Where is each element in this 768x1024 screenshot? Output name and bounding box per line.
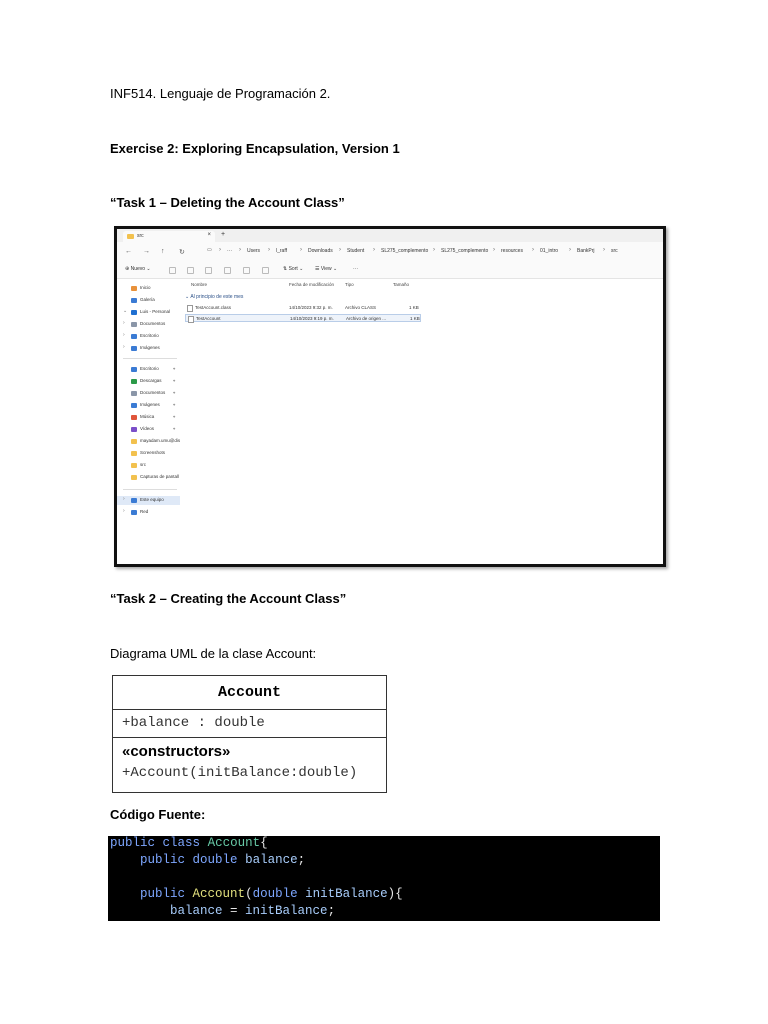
breadcrumb-item[interactable]: resources	[501, 248, 523, 254]
file-row[interactable]	[185, 304, 421, 312]
keyword: public	[110, 836, 156, 850]
chevron-right-icon[interactable]: ›	[123, 320, 125, 326]
breadcrumb-item[interactable]: src	[611, 248, 618, 254]
uml-class-diagram	[112, 675, 387, 793]
folder-icon	[131, 439, 137, 444]
nav-item-label: Imágenes	[140, 345, 160, 350]
paren: (	[245, 887, 253, 901]
nav-item-label: Capturas de pantall	[140, 474, 180, 479]
uml-operations-section	[113, 737, 386, 792]
nav-item[interactable]	[117, 332, 180, 341]
sort-button[interactable]: ⇅ Sort ⌄	[283, 266, 304, 272]
brace: {	[260, 836, 268, 850]
folder-icon	[131, 310, 137, 315]
pin-icon: ⌖	[173, 390, 176, 395]
chevron-right-icon[interactable]: ›	[123, 496, 125, 502]
nav-item-label: Documentos	[140, 321, 166, 326]
course-line: INF514. Lenguaje de Programación 2.	[110, 86, 331, 101]
folder-icon	[131, 334, 137, 339]
nav-item[interactable]	[117, 365, 180, 374]
type: double	[252, 887, 298, 901]
folder-icon	[131, 510, 137, 515]
breadcrumb-more[interactable]: ···	[227, 248, 232, 254]
nav-item[interactable]	[117, 425, 180, 434]
nav-item-label: Inicio	[140, 285, 151, 290]
nav-item[interactable]	[117, 377, 180, 386]
explorer-tab[interactable]	[123, 231, 215, 242]
chevron-right-icon[interactable]: ›	[123, 332, 125, 338]
breadcrumb-separator: ›	[433, 247, 435, 253]
paren-brace: ){	[387, 887, 403, 901]
file-name: TestAccount	[196, 316, 221, 321]
breadcrumb-item[interactable]: BankPrj	[577, 248, 595, 254]
file-name: TestAccount.class	[195, 305, 232, 310]
pin-icon: ⌖	[173, 366, 176, 371]
nav-item-label: Música	[140, 414, 155, 419]
new-label: Nuevo	[130, 266, 146, 272]
uml-class-name: Account	[217, 684, 281, 701]
nav-item[interactable]	[117, 308, 180, 317]
file-type: Archivo de origen ...	[346, 316, 387, 321]
folder-icon	[131, 391, 137, 396]
folder-icon	[131, 322, 137, 327]
column-header-date[interactable]: Fecha de modificación	[289, 282, 335, 287]
breadcrumb-item[interactable]: SL275_complemento	[381, 248, 429, 254]
nav-item[interactable]	[117, 496, 180, 505]
pin-icon: ⌖	[173, 414, 176, 419]
task1-heading: “Task 1 – Deleting the Account Class”	[110, 195, 345, 210]
group-label: Al principio de este mes	[190, 294, 244, 300]
paste-icon[interactable]	[205, 267, 212, 274]
code-line-1	[110, 836, 268, 850]
forward-icon[interactable]: →	[143, 248, 150, 255]
keyword: public	[140, 853, 186, 867]
folder-icon	[131, 286, 137, 291]
folder-icon	[131, 475, 137, 480]
folder-icon	[131, 451, 137, 456]
file-date: 14/10/2023 9:19 p. m.	[290, 316, 334, 321]
nav-item[interactable]	[117, 320, 180, 329]
column-header-size[interactable]: Tamaño	[393, 282, 410, 287]
chevron-down-icon[interactable]: ⌄	[123, 308, 128, 314]
nav-item-label: Imágenes	[140, 402, 160, 407]
semicolon: ;	[327, 904, 336, 918]
uml-caption: Diagrama UML de la clase Account:	[110, 646, 317, 661]
nav-item-label: Luis - Personal	[140, 309, 171, 314]
uml-attribute: +balance : double	[122, 715, 265, 731]
explorer-titlebar	[117, 229, 663, 242]
nav-item-label: Vídeos	[140, 426, 155, 431]
code-line-4	[110, 904, 335, 918]
breadcrumb-item[interactable]: Student	[347, 248, 365, 254]
back-icon[interactable]: ←	[125, 248, 132, 255]
variable: initBalance	[245, 904, 328, 918]
source-code-block	[108, 836, 660, 921]
nav-item[interactable]	[117, 461, 180, 470]
file-icon	[187, 305, 193, 312]
keyword: class	[162, 836, 201, 850]
nav-item-label: Galería	[140, 297, 155, 302]
view-button[interactable]: ☰ View ⌄	[315, 266, 338, 272]
uml-constructor: +Account(initBalance:double)	[122, 765, 358, 781]
folder-icon	[131, 463, 137, 468]
file-icon	[188, 316, 194, 323]
folder-icon	[131, 298, 137, 303]
nav-item[interactable]	[117, 413, 180, 422]
folder-icon	[131, 367, 137, 372]
column-header-type[interactable]: Tipo	[345, 282, 354, 287]
address-bar-row	[117, 242, 663, 263]
breadcrumb-separator: ›	[239, 247, 241, 253]
nav-item[interactable]	[117, 473, 180, 482]
monitor-icon: ▭	[207, 247, 212, 253]
navigation-pane	[117, 279, 180, 564]
chevron-right-icon[interactable]: ›	[123, 344, 125, 350]
code-line-2	[110, 853, 305, 867]
task2-heading: “Task 2 – Creating the Account Class”	[110, 591, 347, 606]
chevron-right-icon[interactable]: ›	[123, 508, 125, 514]
keyword: public	[140, 887, 186, 901]
rename-icon[interactable]	[224, 267, 231, 274]
folder-icon	[131, 346, 137, 351]
nav-item-label: Este equipo	[140, 497, 164, 502]
nav-item-label: Screenshots	[140, 450, 166, 455]
address-breadcrumb[interactable]	[207, 247, 657, 257]
nav-divider	[123, 489, 177, 490]
breadcrumb-item[interactable]: l_raff	[276, 248, 288, 254]
breadcrumb-separator: ›	[268, 247, 270, 253]
sort-label: Sort	[288, 266, 298, 272]
up-icon[interactable]: ↑	[161, 248, 165, 255]
parameter: initBalance	[305, 887, 388, 901]
refresh-icon[interactable]: ↻	[179, 249, 185, 256]
code-line-3	[110, 887, 403, 901]
nav-item[interactable]	[117, 344, 180, 353]
uml-stereotype: «constructors»	[122, 743, 231, 760]
folder-icon	[131, 379, 137, 384]
nav-divider	[123, 358, 177, 359]
breadcrumb-separator: ›	[532, 247, 534, 253]
uml-attributes-section	[113, 709, 386, 738]
breadcrumb-item[interactable]: 01_intro	[540, 248, 559, 254]
nav-item-label: Red	[140, 509, 149, 514]
share-icon[interactable]	[243, 267, 250, 274]
file-explorer-screenshot	[114, 226, 666, 567]
breadcrumb-separator: ›	[569, 247, 571, 253]
file-size: 1 KB	[409, 305, 419, 310]
folder-icon	[131, 415, 137, 420]
file-row[interactable]	[185, 314, 421, 322]
nav-item[interactable]	[117, 437, 180, 446]
breadcrumb-item[interactable]: SL275_complemento	[441, 248, 489, 254]
nav-item-label: Escritorio	[140, 366, 159, 371]
tab-label: src	[137, 233, 144, 239]
breadcrumb-separator: ›	[339, 247, 341, 253]
copy-icon[interactable]	[187, 267, 194, 274]
nav-item[interactable]	[117, 284, 180, 293]
class-name: Account	[207, 836, 261, 850]
nav-item[interactable]	[117, 401, 180, 410]
new-tab-button[interactable]: +	[221, 231, 226, 238]
nav-item[interactable]	[117, 389, 180, 398]
nav-item-label: mayadam.umu@dis	[140, 438, 181, 443]
variable: balance	[245, 853, 298, 867]
view-label: View	[320, 266, 332, 272]
folder-icon	[131, 498, 137, 503]
constructor-name: Account	[192, 887, 246, 901]
column-header-name[interactable]: Nombre	[191, 282, 208, 287]
breadcrumb-separator: ›	[493, 247, 495, 253]
folder-icon	[131, 427, 137, 432]
pin-icon: ⌖	[173, 426, 176, 431]
breadcrumb-separator: ›	[373, 247, 375, 253]
group-header[interactable]: ⌄ Al principio de este mes	[185, 294, 244, 300]
operator: =	[222, 904, 246, 918]
cut-icon[interactable]	[169, 267, 176, 274]
pin-icon: ⌖	[173, 402, 176, 407]
pin-icon: ⌖	[173, 378, 176, 383]
new-button[interactable]: ⊕ Nuevo ⌄	[125, 266, 151, 272]
exercise-heading: Exercise 2: Exploring Encapsulation, Version 1	[110, 141, 400, 156]
nav-item-label: src	[140, 462, 146, 467]
close-icon[interactable]: ×	[207, 232, 211, 238]
type: double	[192, 853, 238, 867]
delete-icon[interactable]	[262, 267, 269, 274]
breadcrumb-separator: ›	[603, 247, 605, 253]
variable: balance	[170, 904, 223, 918]
nav-item[interactable]	[117, 296, 180, 305]
source-heading: Código Fuente:	[110, 807, 206, 822]
more-button[interactable]: ···	[353, 266, 358, 272]
file-size: 1 KB	[410, 316, 420, 321]
folder-icon	[127, 234, 134, 239]
nav-item[interactable]	[117, 449, 180, 458]
file-type: Archivo CLASS	[345, 305, 377, 310]
command-bar	[117, 262, 663, 279]
nav-item-label: Documentos	[140, 390, 166, 395]
breadcrumb-separator: ›	[300, 247, 302, 253]
file-date: 14/10/2023 9:32 p. m.	[289, 305, 333, 310]
folder-icon	[131, 403, 137, 408]
breadcrumb-item[interactable]: Downloads	[308, 248, 333, 254]
nav-item-label: Descargas	[140, 378, 162, 383]
nav-item-label: Escritorio	[140, 333, 159, 338]
breadcrumb-separator: ›	[219, 247, 221, 253]
file-list	[183, 279, 663, 564]
breadcrumb-item[interactable]: Users	[247, 248, 261, 254]
uml-name-section	[113, 676, 386, 710]
semicolon: ;	[297, 853, 306, 867]
nav-item[interactable]	[117, 508, 180, 517]
